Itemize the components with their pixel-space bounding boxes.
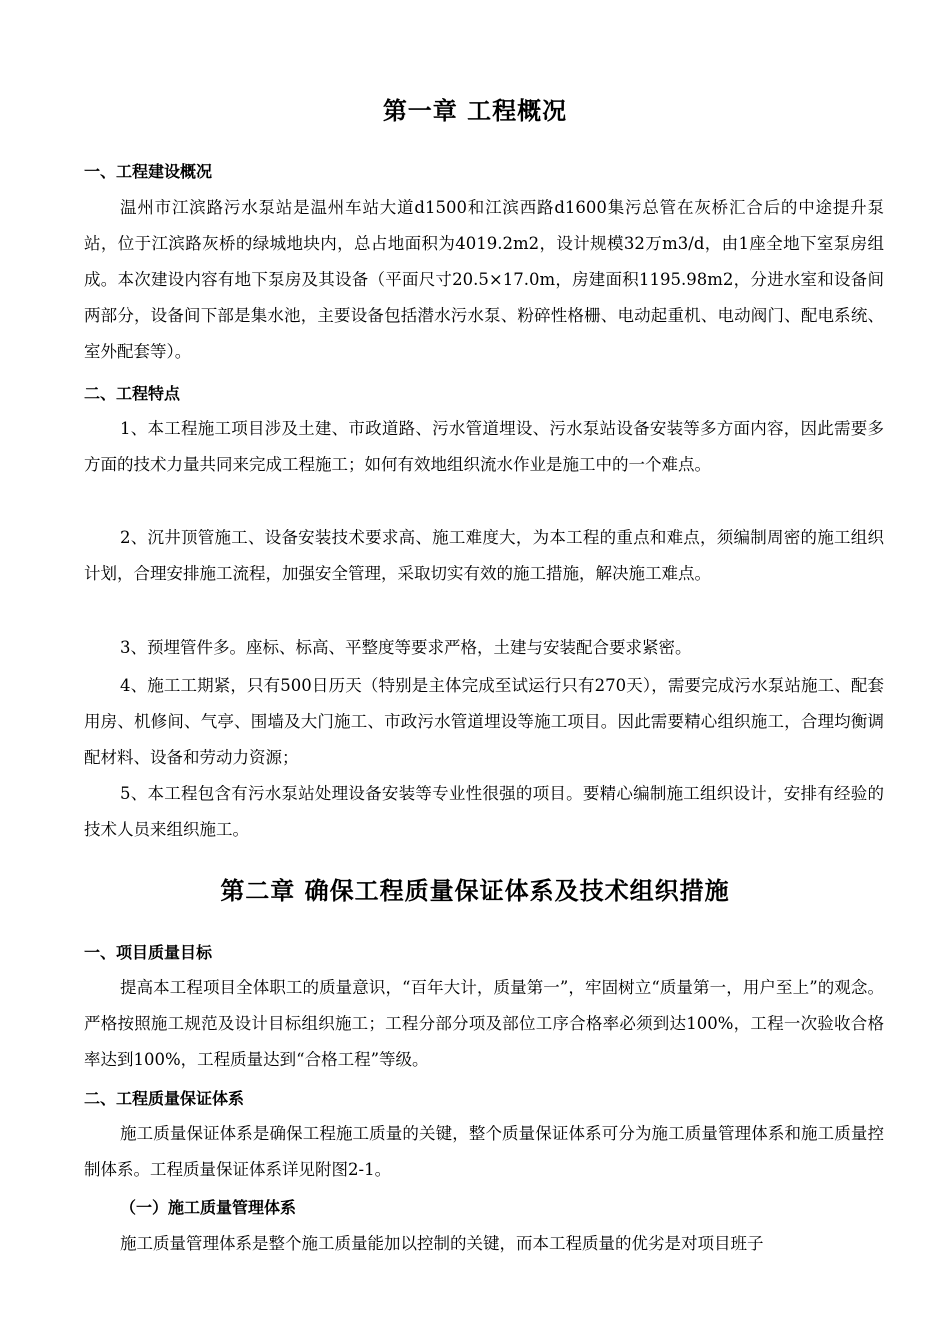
subsection-heading-quality-management: （一）施工质量管理体系 xyxy=(120,1198,297,1217)
feature-item-5: 5、本工程包含有污水泵站处理设备安装等专业性很强的项目。要精心编制施工组织设计，安排有经验的技术人员来组织施工。 xyxy=(84,784,884,839)
paragraph-quality-system: 施工质量保证体系是确保工程施工质量的关键，整个质量保证体系可分为施工质量管理体系和施工质量控制体系。工程质量保证体系详见附图2-1。 xyxy=(84,1124,884,1179)
paragraph-quality-target: 提高本工程项目全体职工的质量意识，“百年大计，质量第一”，牢固树立“质量第一，用户至上”的观念。严格按照施工规范及设计目标组织施工；工程分部分项及部位工序合格率必须到达100%，工程一次验收合格率达到100%，工程质量达到“合格工程”等级。 xyxy=(84,978,884,1069)
feature-item-1: 1、本工程施工项目涉及土建、市政道路、污水管道埋设、污水泵站设备安装等多方面内容，因此需要多方面的技术力量共同来完成工程施工；如何有效地组织流水作业是施工中的一个难点。 xyxy=(84,419,884,474)
section-heading-quality-system: 二、工程质量保证体系 xyxy=(84,1089,245,1108)
feature-item-3: 3、预埋管件多。座标、标高、平整度等要求严格，土建与安装配合要求紧密。 xyxy=(120,638,692,657)
paragraph-quality-management: 施工质量管理体系是整个施工质量能加以控制的关键，而本工程质量的优劣是对项目班子 xyxy=(120,1234,764,1253)
feature-item-4: 4、施工工期紧，只有500日历天（特别是主体完成至试运行只有270天），需要完成污水泵站施工、配套用房、机修间、气亭、围墙及大门施工、市政污水管道埋设等施工项目。因此需要精心组织施工，合理均衡调配材料、设备和劳动力资源； xyxy=(84,676,884,767)
chapter-1-title: 第一章 工程概况 xyxy=(382,97,568,125)
paragraph-project-overview: 温州市江滨路污水泵站是温州车站大道d1500和江滨西路d1600集污总管在灰桥汇合后的中途提升泵站，位于江滨路灰桥的绿城地块内，总占地面积为4019.2m2，设计规模32万m3/d，由1座全地下室泵房组成。本次建设内容有地下泵房及其设备（平面尺寸20.5×17.0m，房建面积1195.98m2，分进水室和设备间两部分，设备间下部是集水池，主要设备包括潜水污水泵、粉碎性格栅、电动起重机、电动阀门、配电系统、室外配套等）。 xyxy=(84,198,884,361)
feature-item-2: 2、沉井顶管施工、设备安装技术要求高、施工难度大，为本工程的重点和难点，须编制周密的施工组织计划，合理安排施工流程，加强安全管理，采取切实有效的施工措施，解决施工难点。 xyxy=(84,528,884,583)
section-heading-project-features: 二、工程特点 xyxy=(84,384,181,403)
section-heading-project-overview: 一、工程建设概况 xyxy=(84,162,213,181)
chapter-2-title: 第二章 确保工程质量保证体系及技术组织措施 xyxy=(220,877,730,905)
section-heading-quality-target: 一、项目质量目标 xyxy=(84,943,213,962)
